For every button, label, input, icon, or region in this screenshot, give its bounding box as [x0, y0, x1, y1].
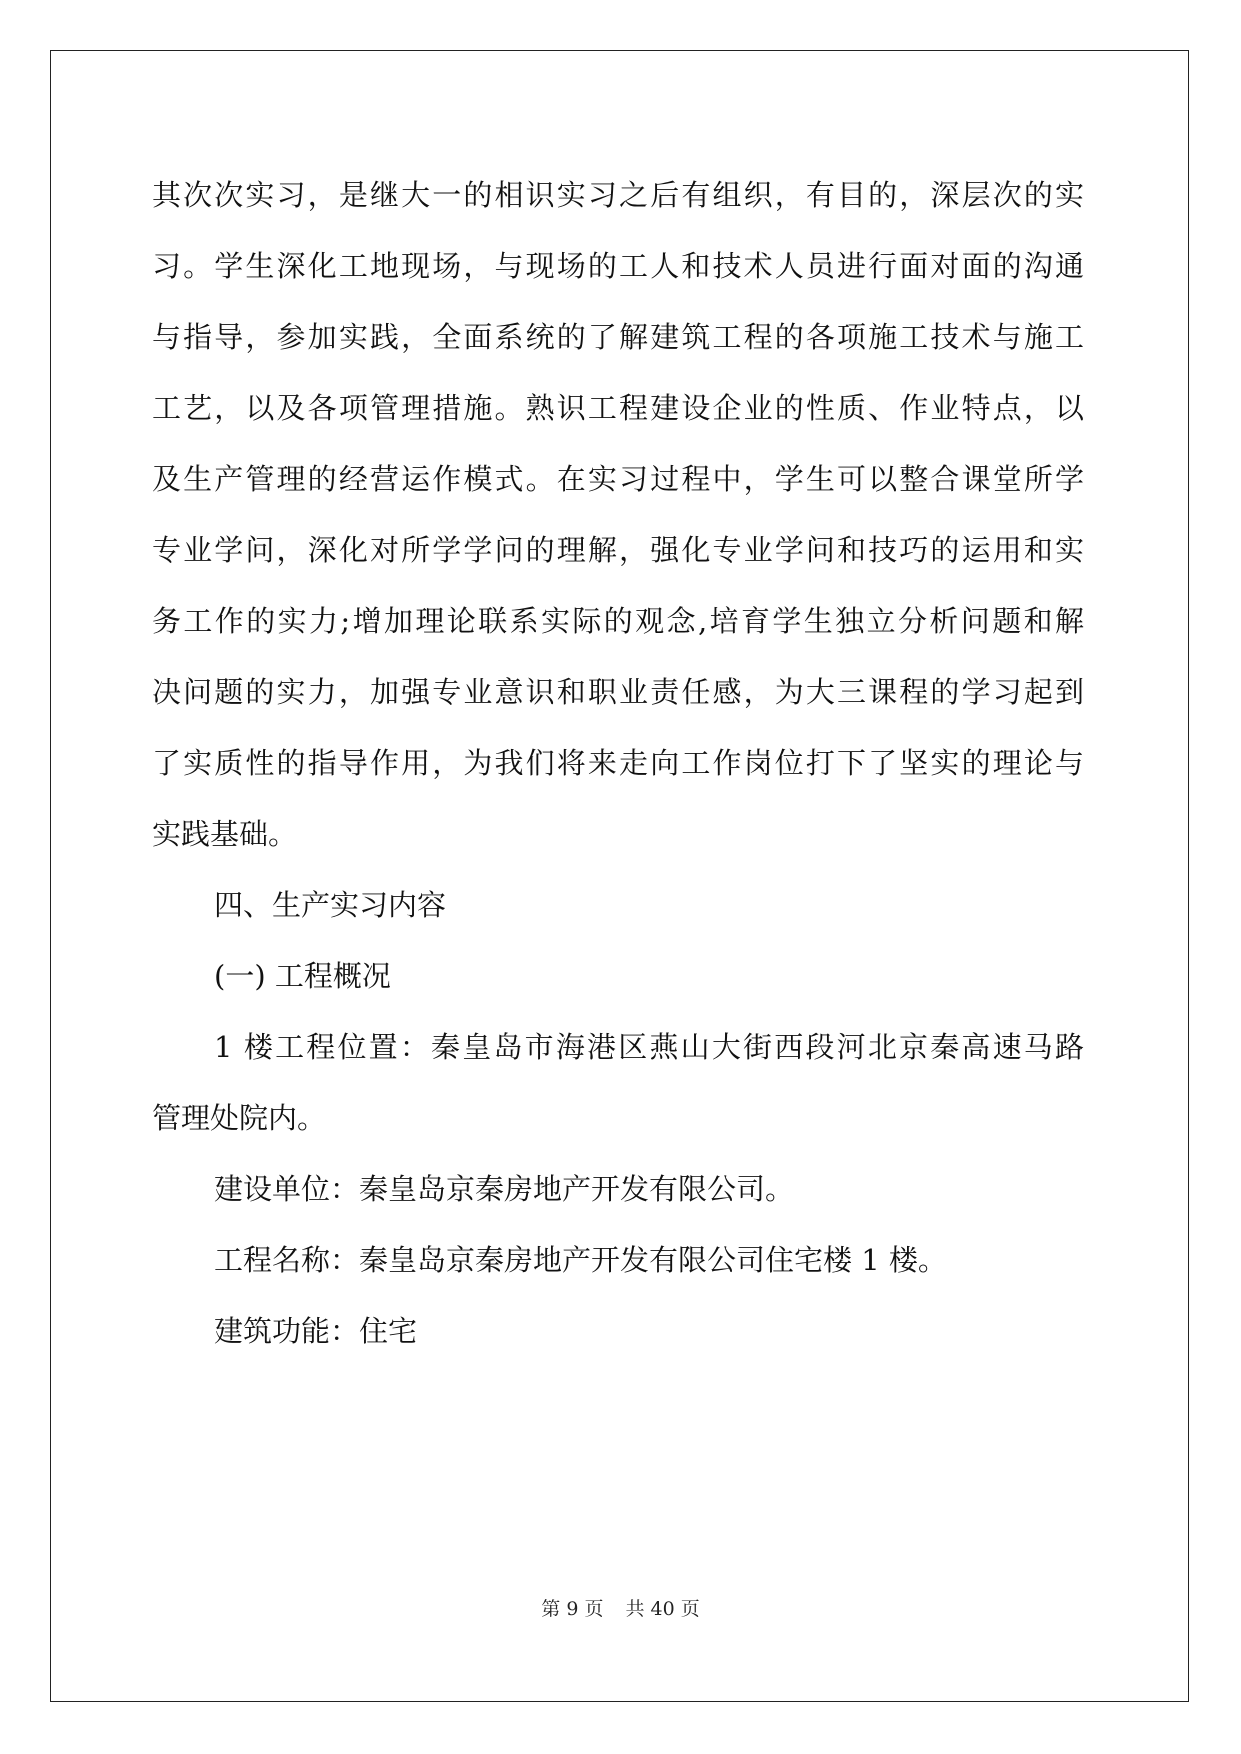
- page-footer: [0, 1594, 1241, 1621]
- text-line: 1 楼工程位置：秦皇岛市海港区燕山大街西段河北京秦高速马路: [214, 1030, 1084, 1064]
- section-heading-text: 四、生产实习内容: [214, 888, 447, 922]
- text-line: 务工作的实力;增加理论联系实际的观念,培育学生独立分析问题和解: [152, 604, 1084, 638]
- text-line: 其次次实习，是继大一的相识实习之后有组织，有目的，深层次的实: [152, 178, 1084, 212]
- paragraph-building-function: [152, 1296, 1084, 1367]
- builder-text: 建设单位：秦皇岛京秦房地产开发有限公司。: [214, 1172, 795, 1206]
- text-line: 与指导，参加实践，全面系统的了解建筑工程的各项施工技术与施工: [152, 320, 1084, 354]
- building-function-text: 建筑功能：住宅: [214, 1314, 418, 1348]
- text-line: 专业学问，深化对所学学问的理解，强化专业学问和技巧的运用和实: [152, 533, 1084, 567]
- subsection-heading: [152, 941, 1084, 1012]
- text-line: 工艺，以及各项管理措施。熟识工程建设企业的性质、作业特点，以: [152, 391, 1084, 425]
- text-line: 管理处院内。: [152, 1101, 327, 1135]
- text-line: 实践基础。: [152, 817, 298, 851]
- document-body: [152, 160, 1084, 1367]
- page-number-current: 第 9 页: [541, 1598, 604, 1620]
- paragraph-builder: [152, 1154, 1084, 1225]
- subsection-heading-text: (一) 工程概况: [214, 959, 391, 993]
- text-line: 及生产管理的经营运作模式。在实习过程中，学生可以整合课堂所学: [152, 462, 1084, 496]
- paragraph-practice-purpose: [152, 160, 1084, 870]
- page-number-total: 共 40 页: [625, 1598, 700, 1620]
- text-line: 决问题的实力，加强专业意识和职业责任感，为大三课程的学习起到: [152, 675, 1084, 709]
- paragraph-project-location: [152, 1012, 1084, 1154]
- text-line: 习。学生深化工地现场，与现场的工人和技术人员进行面对面的沟通: [152, 249, 1084, 283]
- paragraph-project-name: [152, 1225, 1084, 1296]
- section-heading: [152, 870, 1084, 941]
- project-name-text: 工程名称：秦皇岛京秦房地产开发有限公司住宅楼 1 楼。: [214, 1243, 947, 1277]
- text-line: 了实质性的指导作用，为我们将来走向工作岗位打下了坚实的理论与: [152, 746, 1084, 780]
